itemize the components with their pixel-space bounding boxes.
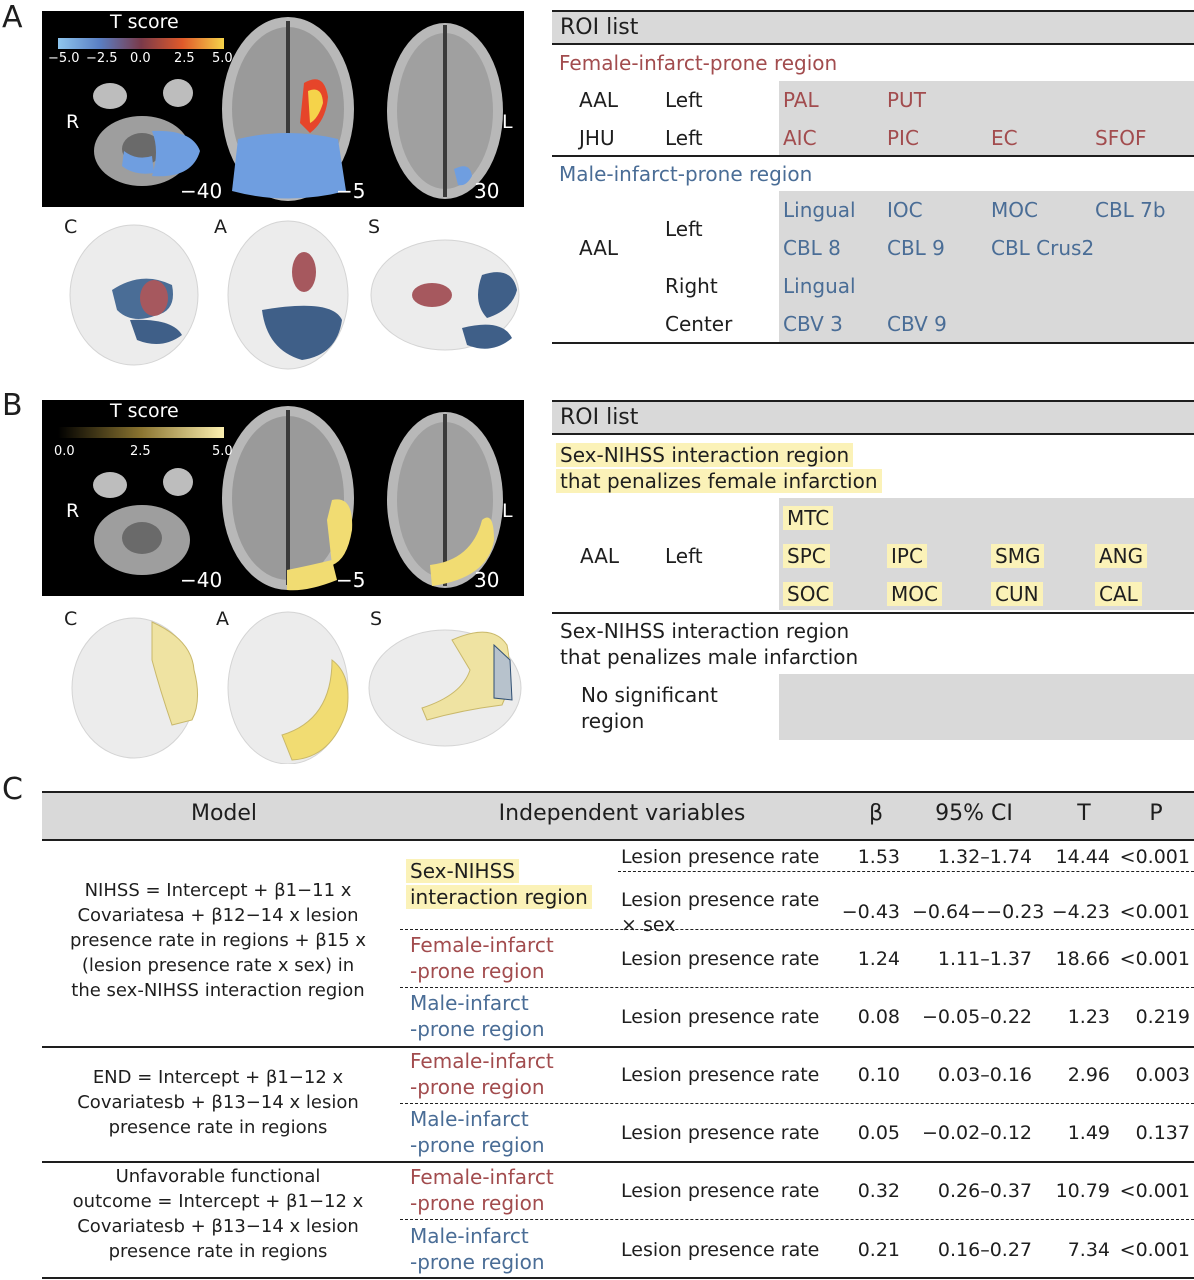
slice-number: −40 xyxy=(180,179,223,203)
beta-value: 0.08 xyxy=(857,1006,900,1028)
divider xyxy=(552,612,1194,614)
slice-number: −5 xyxy=(336,179,366,203)
view-label-sagittal: S xyxy=(370,608,383,630)
region-moc: MOC xyxy=(887,582,942,606)
t-score-title: T score xyxy=(110,11,179,33)
slice-number: 30 xyxy=(474,179,500,203)
region-cun: CUN xyxy=(991,582,1043,606)
variable-label: Lesion presence rate xyxy=(621,948,820,970)
p-value: 0.003 xyxy=(1135,1064,1190,1086)
t-value: 10.79 xyxy=(1055,1180,1110,1202)
panel-b-brain-slices xyxy=(42,400,524,596)
ci-value: −0.02–0.12 xyxy=(921,1122,1032,1144)
male-interaction-title: Sex-NIHSS interaction region that penalizes male infarction xyxy=(560,619,859,669)
panel-letter-a: A xyxy=(2,0,23,35)
beta-value: 0.32 xyxy=(857,1180,900,1202)
ci-value: 1.32–1.74 xyxy=(937,846,1032,868)
female-interaction-title xyxy=(556,442,882,494)
panel-a-brain-slices xyxy=(42,11,524,207)
tick-label: 0.0 xyxy=(54,444,75,459)
region-interaction: Sex-NIHSS interaction region xyxy=(406,858,592,910)
panel-a-3d-svg xyxy=(42,210,524,370)
side-label-right: R xyxy=(66,111,80,133)
male-infarct-prone-title: Male-infarct-prone region xyxy=(559,162,813,186)
col-header-beta: β xyxy=(868,801,884,826)
p-value: <0.001 xyxy=(1119,948,1190,970)
tick-label: −5.0 xyxy=(48,51,80,66)
view-label-coronal: C xyxy=(64,216,78,238)
p-value: <0.001 xyxy=(1119,1239,1190,1261)
ci-value: 0.03–0.16 xyxy=(937,1064,1032,1086)
slice-number: 30 xyxy=(474,568,500,592)
region-lingual: Lingual xyxy=(783,198,856,222)
col-header-model: Model xyxy=(190,801,258,826)
slice-3 xyxy=(387,412,503,588)
beta-value: −0.43 xyxy=(841,901,900,923)
side-label: Left xyxy=(665,217,703,241)
tick-label: 2.5 xyxy=(174,51,195,66)
region-female-2: Female-infarct -prone region xyxy=(410,1049,554,1099)
ci-value: −0.05–0.22 xyxy=(921,1006,1032,1028)
model-end: END = Intercept + β1−12 x Covariatesb + β13−14 x lesion presence rate in regions xyxy=(77,1067,359,1138)
model-nihss: NIHSS = Intercept + β1−11 x Covariatesa + β12−14 x lesion presence rate in regions + β15 x (lesion presence rate x sex) in the sex-NIHSS interaction region xyxy=(69,880,367,1001)
ci-value: 0.26–0.37 xyxy=(937,1180,1032,1202)
atlas-label: JHU xyxy=(579,126,615,150)
view-label-coronal: C xyxy=(64,608,78,630)
col-header-ci: 95% CI xyxy=(935,801,1013,826)
region-mtc: MTC xyxy=(783,506,833,530)
dashed-divider xyxy=(400,1219,1194,1220)
slice-3 xyxy=(387,23,503,199)
region-pic: PIC xyxy=(887,126,919,150)
view-label-sagittal: S xyxy=(368,216,381,238)
no-region-grey-box xyxy=(779,674,1194,740)
region-ipc: IPC xyxy=(887,544,927,568)
p-value: <0.001 xyxy=(1119,846,1190,868)
dashed-divider xyxy=(400,1103,1194,1104)
variable-label: Lesion presence rate xyxy=(621,1239,820,1261)
region-ioc: IOC xyxy=(887,198,923,222)
tick-label: 5.0 xyxy=(212,444,233,459)
region-male-3: Male-infarct -prone region xyxy=(410,1224,545,1274)
no-significant-region: No significant region xyxy=(581,683,718,733)
female-infarct-prone-title: Female-infarct-prone region xyxy=(559,51,838,75)
side-label: Center xyxy=(665,312,733,336)
dashed-divider xyxy=(618,871,1194,872)
slice-1 xyxy=(93,79,200,186)
side-label: Left xyxy=(665,88,703,112)
roi-list-header-a: ROI list xyxy=(552,10,1194,45)
p-value: <0.001 xyxy=(1119,901,1190,923)
col-header-t: T xyxy=(1077,801,1091,826)
t-value: −4.23 xyxy=(1051,901,1110,923)
table-bottom-rule xyxy=(42,1277,1194,1279)
divider xyxy=(42,1161,1194,1163)
slice-2 xyxy=(222,17,354,201)
t-score-title: T score xyxy=(110,400,179,422)
region-male-1: Male-infarct -prone region xyxy=(410,991,545,1041)
variable-label: Lesion presence rate xyxy=(621,1180,820,1202)
slice-number: −40 xyxy=(180,568,223,592)
beta-value: 1.24 xyxy=(857,948,900,970)
region-cbl-7b: CBL 7b xyxy=(1095,198,1166,222)
region-female-3: Female-infarct -prone region xyxy=(410,1165,554,1215)
side-label: Right xyxy=(665,274,718,298)
region-ang: ANG xyxy=(1095,544,1147,568)
female-interaction-title-line2: that penalizes female infarction xyxy=(556,469,882,493)
region-smg: SMG xyxy=(991,544,1044,568)
region-moc: MOC xyxy=(991,198,1038,222)
side-label: Left xyxy=(665,544,703,568)
region-cal: CAL xyxy=(1095,582,1142,606)
female-interaction-title-line1: Sex-NIHSS interaction region xyxy=(556,443,853,467)
panel-b-3d-renders xyxy=(42,600,524,764)
ci-value: −0.64−−0.23 xyxy=(912,901,1045,923)
atlas-label: AAL xyxy=(579,236,619,260)
slice-1 xyxy=(93,468,193,575)
slice-2 xyxy=(222,406,354,590)
region-female-1: Female-infarct -prone region xyxy=(410,933,554,983)
p-value: <0.001 xyxy=(1119,1180,1190,1202)
p-value: 0.219 xyxy=(1135,1006,1190,1028)
side-label-left: L xyxy=(502,111,513,133)
region-ec: EC xyxy=(991,126,1018,150)
t-value: 7.34 xyxy=(1067,1239,1110,1261)
tick-label: 2.5 xyxy=(130,444,151,459)
beta-value: 1.53 xyxy=(857,846,900,868)
side-label-left: L xyxy=(502,500,513,522)
side-label-right: R xyxy=(66,500,80,522)
variable-label: Lesion presence rate xyxy=(621,889,820,911)
region-cbl-8: CBL 8 xyxy=(783,236,841,260)
t-value: 14.44 xyxy=(1055,846,1110,868)
view-label-axial: A xyxy=(216,608,229,630)
panel-b-slices-svg xyxy=(42,400,524,596)
region-put: PUT xyxy=(887,88,926,112)
p-value: 0.137 xyxy=(1135,1122,1190,1144)
atlas-label: AAL xyxy=(579,88,619,112)
tick-label: 0.0 xyxy=(130,51,151,66)
beta-value: 0.10 xyxy=(857,1064,900,1086)
panel-letter-c: C xyxy=(2,772,23,807)
region-aic: AIC xyxy=(783,126,817,150)
region-soc: SOC xyxy=(783,582,833,606)
divider xyxy=(552,342,1194,344)
region-pal: PAL xyxy=(783,88,819,112)
region-lingual-right: Lingual xyxy=(783,274,856,298)
region-cbv-9: CBV 9 xyxy=(887,312,947,336)
model-unfavorable-outcome: Unfavorable functional outcome = Intercept + β1−12 x Covariatesb + β13−14 x lesion presence rate in regions xyxy=(72,1166,364,1262)
region-sfof: SFOF xyxy=(1095,126,1147,150)
ci-value: 1.11–1.37 xyxy=(937,948,1032,970)
col-header-independent-variables: Independent variables xyxy=(498,801,746,826)
region-cbv-3: CBV 3 xyxy=(783,312,843,336)
view-label-axial: A xyxy=(214,216,227,238)
t-value: 18.66 xyxy=(1055,948,1110,970)
col-header-p: P xyxy=(1149,801,1163,826)
t-value: 1.23 xyxy=(1067,1006,1110,1028)
region-spc: SPC xyxy=(783,544,830,568)
panel-a-slices-svg xyxy=(42,11,524,207)
tick-label: 5.0 xyxy=(212,51,233,66)
t-value: 2.96 xyxy=(1067,1064,1110,1086)
variable-label: Lesion presence rate xyxy=(621,1064,820,1086)
beta-value: 0.05 xyxy=(857,1122,900,1144)
tick-label: −2.5 xyxy=(86,51,118,66)
variable-label-sex: × sex xyxy=(621,914,676,936)
t-value: 1.49 xyxy=(1067,1122,1110,1144)
region-cbl-crus2: CBL Crus2 xyxy=(991,236,1095,260)
divider xyxy=(42,1046,1194,1048)
variable-label: Lesion presence rate xyxy=(621,1122,820,1144)
divider xyxy=(552,155,1194,157)
dashed-divider xyxy=(400,987,1194,988)
beta-value: 0.21 xyxy=(857,1239,900,1261)
t-score-colorbar xyxy=(58,427,224,438)
slice-number: −5 xyxy=(336,568,366,592)
variable-label: Lesion presence rate xyxy=(621,846,820,868)
panel-letter-b: B xyxy=(2,388,23,423)
panel-b-3d-svg xyxy=(42,600,524,764)
t-score-colorbar xyxy=(58,38,224,49)
region-cbl-9: CBL 9 xyxy=(887,236,945,260)
roi-list-header-b: ROI list xyxy=(552,400,1194,435)
atlas-label: AAL xyxy=(580,544,620,568)
panel-a-3d-renders xyxy=(42,210,524,370)
side-label: Left xyxy=(665,126,703,150)
ci-value: 0.16–0.27 xyxy=(937,1239,1032,1261)
region-male-2: Male-infarct -prone region xyxy=(410,1107,545,1157)
variable-label: Lesion presence rate xyxy=(621,1006,820,1028)
